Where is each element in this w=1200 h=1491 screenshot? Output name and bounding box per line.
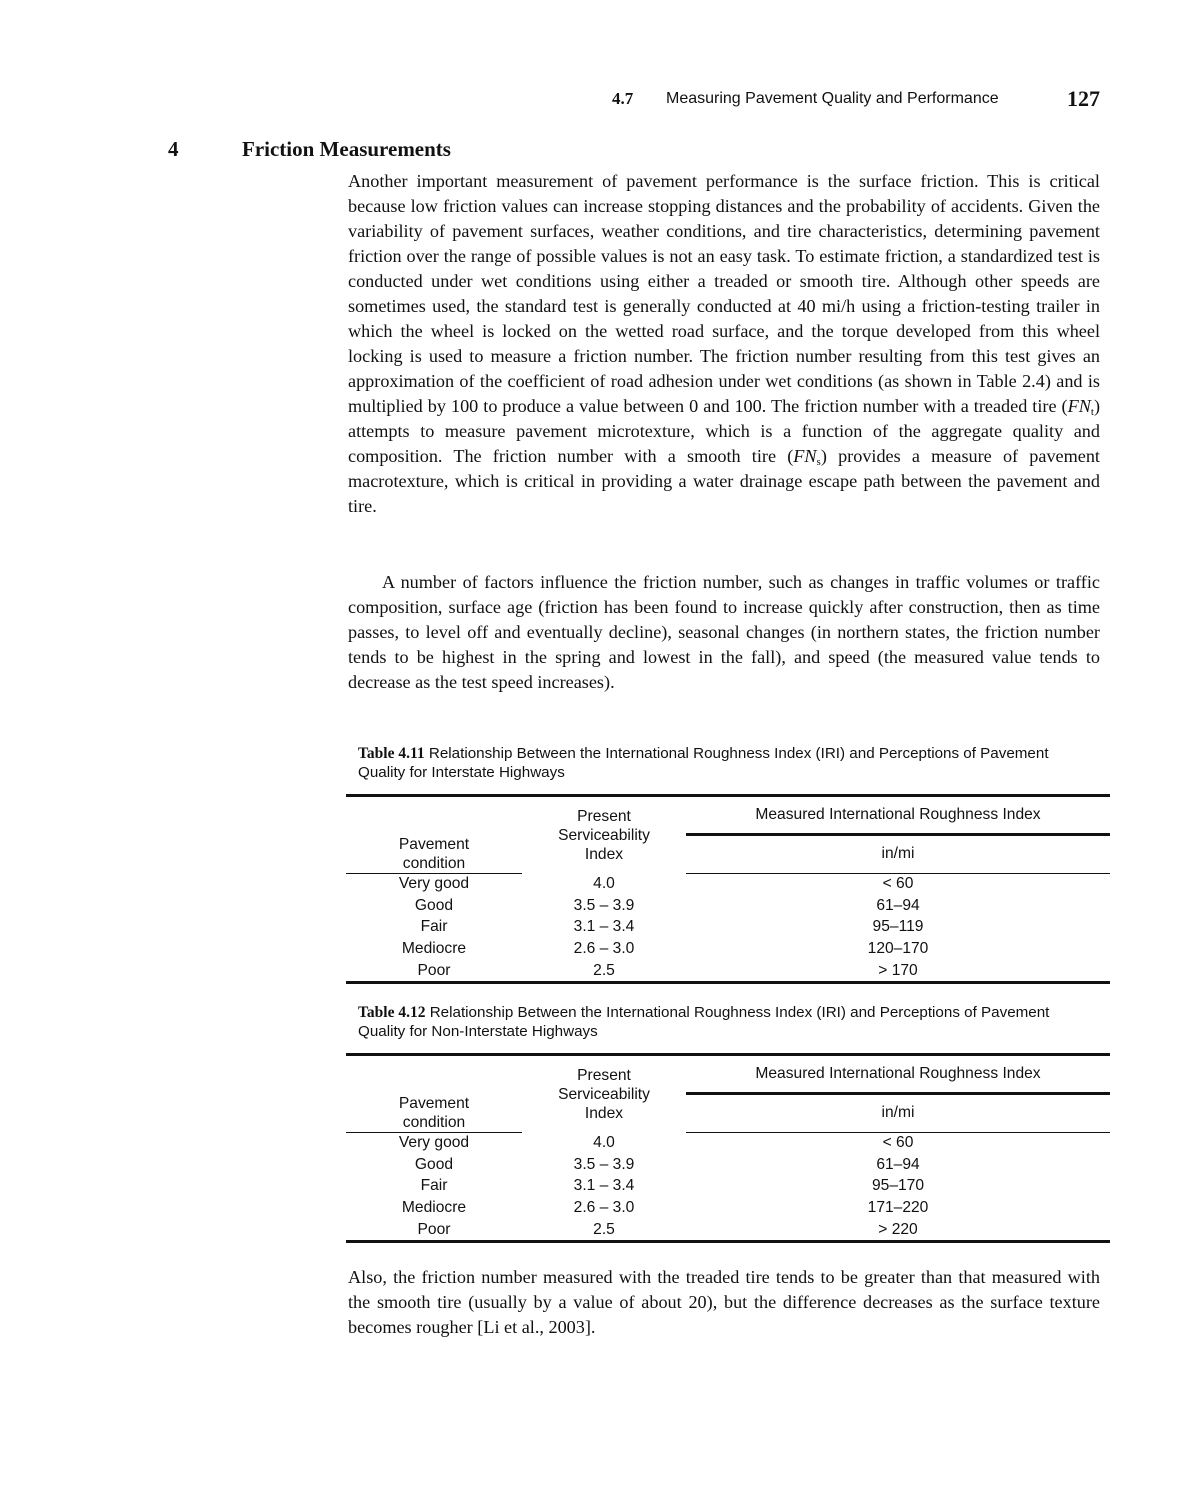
caption-text: Relationship Between the International Roughness Index (IRI) and Perceptions of Pavement Quality for Non-Interstate Highways	[358, 1004, 1050, 1040]
header-line: Serviceability	[558, 1085, 650, 1103]
section-number: 4	[168, 137, 179, 161]
body-paragraph-3: Also, the friction number measured with the treaded tire tends to be greater than that measured with the smooth tire (usually by a value of about 20), but the difference decreases as the surface texture becomes rougher [Li et al., 2003].	[348, 1267, 1100, 1337]
cell-condition: Very good	[398, 875, 470, 893]
cell-psi: 4.0	[593, 1134, 615, 1152]
col-header-condition-text	[399, 835, 469, 873]
cell-psi: 3.5 – 3.9	[573, 896, 635, 914]
iri-table-non-interstate	[346, 1053, 1110, 1243]
fn-treaded-subscript: t	[1090, 406, 1094, 418]
cell-iri: 171–220	[867, 1199, 929, 1217]
cell-iri: 61–94	[876, 896, 920, 914]
header-line: Pavement	[398, 1094, 470, 1112]
cell-iri: 61–94	[876, 1155, 920, 1173]
header-line: Present	[577, 807, 631, 825]
col-header-psi-text	[558, 807, 650, 864]
table-row	[346, 1154, 1110, 1176]
cell-condition: Good	[414, 896, 454, 914]
cell-condition: Mediocre	[401, 940, 467, 958]
col-header-psi-text	[558, 1066, 650, 1123]
cell-condition: Good	[414, 1155, 454, 1173]
running-head-section-number: 4.7	[612, 89, 634, 108]
header-line: condition	[402, 1113, 466, 1131]
table-caption	[358, 1003, 1100, 1041]
table-row	[346, 960, 1110, 983]
section-title: Friction Measurements	[242, 137, 451, 161]
table-caption	[358, 744, 1100, 782]
col-header-psi	[522, 1055, 686, 1133]
table-row	[346, 917, 1110, 939]
cell-condition: Poor	[346, 1219, 522, 1242]
header-line: condition	[402, 854, 466, 872]
fn-smooth-symbol: FN	[793, 446, 817, 466]
cell-condition: Fair	[420, 918, 448, 936]
cell-condition: Fair	[420, 1177, 448, 1195]
header-line: Present	[577, 1066, 631, 1084]
cell-condition: Mediocre	[401, 1199, 467, 1217]
iri-table-interstate	[346, 794, 1110, 984]
cell-psi: 2.6 – 3.0	[573, 940, 635, 958]
col-header-unit: in/mi	[686, 835, 1110, 874]
col-header-unit: in/mi	[686, 1094, 1110, 1133]
table-row	[346, 1197, 1110, 1219]
fn-smooth-subscript: s	[816, 456, 821, 468]
body-paragraph-2: A number of factors influence the friction number, such as changes in traffic volumes or traffic composition, surface age (friction has been found to increase quickly after construction, then as time passes, to level off and eventually decline), seasonal changes (in northern states, the friction number tends to be highest in the spring and lowest in the fall), and speed (the measured value tends to decrease as the test speed increases).	[348, 572, 1100, 692]
table-header-spacer	[346, 1055, 522, 1094]
page-number: 127	[1067, 86, 1100, 111]
cell-iri: 120–170	[867, 940, 929, 958]
cell-psi: 3.1 – 3.4	[573, 918, 635, 936]
header-line: Pavement	[398, 835, 470, 853]
col-header-condition	[346, 1094, 522, 1133]
cell-iri: < 60	[882, 1134, 914, 1152]
table-row	[346, 873, 1110, 895]
cell-iri: < 60	[882, 875, 914, 893]
header-line: Index	[584, 845, 624, 863]
col-header-iri: Measured International Roughness Index	[686, 1055, 1110, 1094]
cell-iri: > 170	[686, 960, 1110, 983]
col-header-iri: Measured International Roughness Index	[686, 796, 1110, 835]
running-head-title: Measuring Pavement Quality and Performance	[666, 90, 999, 107]
paragraph-text: ) provides a measure of pavement macrotexture, which is critical in providing a water drainage escape path between the pavement and tire.	[348, 446, 1100, 516]
cell-psi: 4.0	[593, 875, 615, 893]
cell-psi: 3.1 – 3.4	[573, 1177, 635, 1195]
col-header-psi	[522, 796, 686, 874]
table-header-spacer	[346, 796, 522, 835]
caption-text: Relationship Between the International Roughness Index (IRI) and Perceptions of Pavement Quality for Interstate Highways	[358, 745, 1049, 781]
fn-treaded-symbol: FN	[1067, 396, 1091, 416]
table-row	[346, 1176, 1110, 1198]
table-label: Table 4.11	[358, 745, 425, 762]
paragraph-text: Another important measurement of pavement performance is the surface friction. This is critical because low friction values can increase stopping distances and the probability of accidents. Given the variability of pavement surfaces, weather conditions, and tire characteristics, determining pavement friction over the range of possible values is not an easy task. To estimate friction, a standardized test is conducted under wet conditions using either a treaded or smooth tire. Although other speeds are sometimes used, the standard test is generally conducted at 40 mi/h using a friction-testing trailer in which the wheel is locked on the wetted road surface, and the torque developed from this wheel locking is used to measure a friction number. The friction number resulting from this test gives an approximation of the coefficient of road adhesion under wet conditions (as shown in Table 2.4) and is multiplied by 100 to produce a value between 0 and 100. The friction number with a treaded tire (	[348, 171, 1100, 416]
table-label: Table 4.12	[358, 1004, 426, 1021]
header-line: Serviceability	[558, 826, 650, 844]
cell-condition: Poor	[346, 960, 522, 983]
table-row	[346, 938, 1110, 960]
cell-psi: 3.5 – 3.9	[573, 1155, 635, 1173]
cell-iri: > 220	[686, 1219, 1110, 1242]
cell-psi: 2.5	[522, 960, 686, 983]
table-row	[346, 1219, 1110, 1242]
cell-psi: 2.6 – 3.0	[573, 1199, 635, 1217]
body-paragraph-1	[348, 169, 1100, 519]
cell-condition: Very good	[398, 1134, 470, 1152]
table-row	[346, 895, 1110, 917]
table-row	[346, 1132, 1110, 1154]
cell-iri: 95–170	[871, 1177, 925, 1195]
header-line: Index	[584, 1104, 624, 1122]
col-header-condition	[346, 835, 522, 874]
cell-psi: 2.5	[522, 1219, 686, 1242]
running-head	[612, 86, 1100, 116]
col-header-condition-text	[399, 1094, 469, 1132]
paragraph-text: ) attempts to measure pavement microtexture, which is a function of the aggregate quality and composition. The friction number with a smooth tire (	[348, 396, 1100, 466]
cell-iri: 95–119	[872, 918, 924, 936]
